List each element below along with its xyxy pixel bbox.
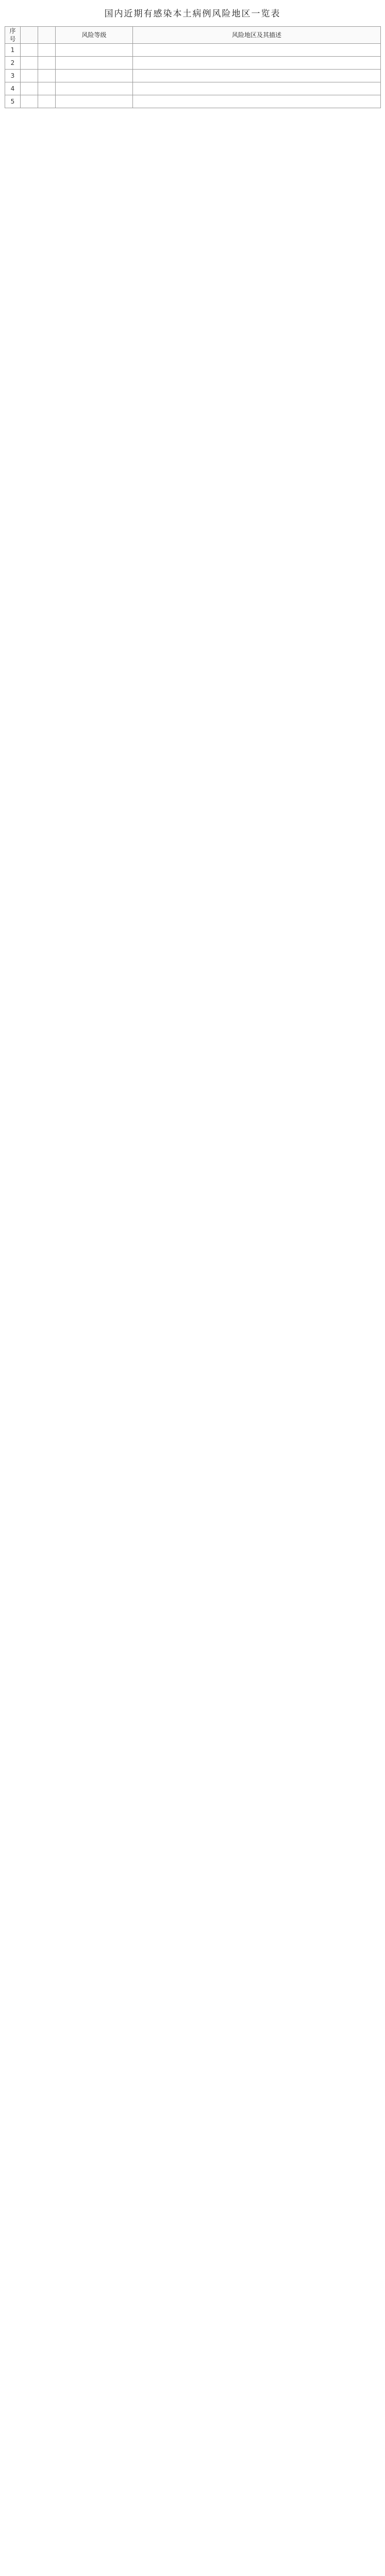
page-title: 国内近期有感染本土病例风险地区一览表	[104, 9, 281, 19]
row-detail-cell	[133, 70, 381, 82]
column-header-level	[38, 27, 56, 44]
risk-area-table	[5, 26, 381, 108]
table-row	[5, 70, 381, 82]
row-area-cell	[56, 82, 133, 95]
row-area-cell	[56, 95, 133, 108]
row-detail-cell	[133, 57, 381, 70]
row-area-cell	[56, 70, 133, 82]
column-header-detail: 风险地区及其描述	[133, 27, 381, 44]
row-count-cell	[21, 70, 38, 82]
row-number-cell: 4	[5, 82, 21, 95]
row-number-cell: 1	[5, 44, 21, 57]
column-header-area: 风险等级	[56, 27, 133, 44]
row-level-cell	[38, 82, 56, 95]
table-row	[5, 82, 381, 95]
table-row	[5, 95, 381, 108]
row-area-cell	[56, 44, 133, 57]
row-number-cell: 5	[5, 95, 21, 108]
row-count-cell	[21, 95, 38, 108]
row-count-cell	[21, 82, 38, 95]
row-level-cell	[38, 57, 56, 70]
row-level-cell	[38, 44, 56, 57]
row-number-cell: 3	[5, 70, 21, 82]
row-detail-cell	[133, 95, 381, 108]
row-detail-cell	[133, 82, 381, 95]
row-detail-cell	[133, 44, 381, 57]
column-header-number: 序号	[5, 27, 21, 44]
table-row	[5, 57, 381, 70]
row-level-cell	[38, 70, 56, 82]
row-level-cell	[38, 95, 56, 108]
column-header-count	[21, 27, 38, 44]
table-header-row	[5, 27, 381, 44]
row-number-cell: 2	[5, 57, 21, 70]
row-count-cell	[21, 57, 38, 70]
row-area-cell	[56, 57, 133, 70]
table-row	[5, 44, 381, 57]
table-body	[5, 44, 381, 108]
row-count-cell	[21, 44, 38, 57]
